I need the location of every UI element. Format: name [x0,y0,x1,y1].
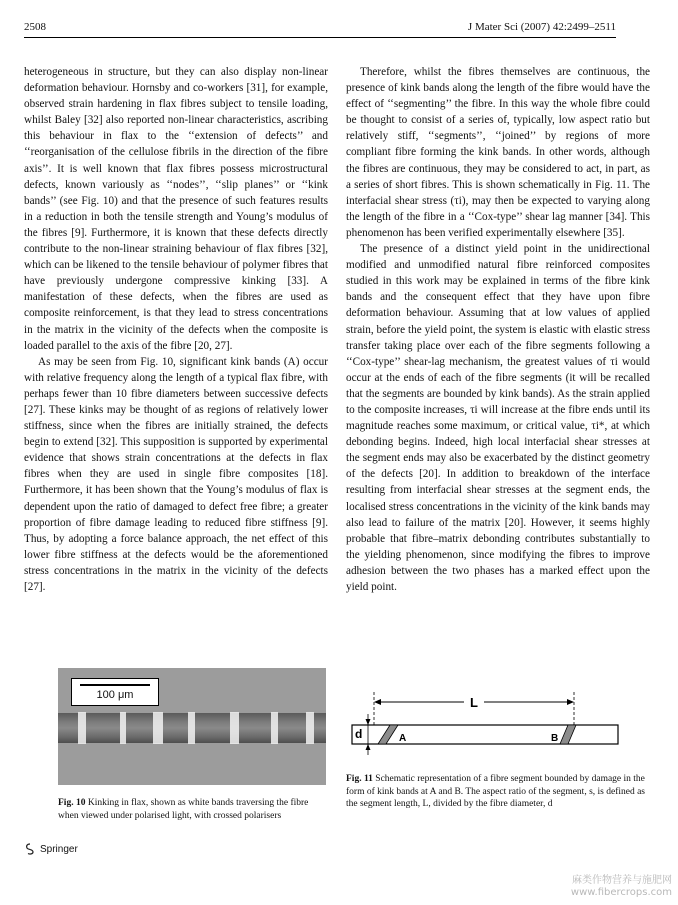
left-column [24,64,328,595]
diameter-arrow-bottom [366,744,371,750]
left-paragraph-2: As may be seen from Fig. 10, significant kink bands (A) occur with relative frequency along the length of a typical flax fibre, with perhaps fewer than 10 fibre diameters between successive defects [27]. These kinks may be thought of as regions of relatively lower stiffness, since when the fibres are initially strained, the defects begin to extend [32]. This supposition is supported by experimental evidence that shows strain concentrations at the defects in flax fibres when they are used in single fibre composites [18]. Furthermore, it has been shown that the Young’s modulus of flax is dependent upon the ratio of damaged to defect free fibre; a greater proportion of fibre damage leading to reduced fibre stiffness [9]. Thus, by adopting a force balance approach, the net effect of this lower fibre stiffness at the defects would be the aforementioned stress concentrations in the matrix in the vicinity of the defects [27]. [24,355,328,593]
arrowhead-left [374,699,381,705]
kink-band [153,712,163,744]
kink-band [230,712,239,744]
kink-band [306,712,314,744]
footer [24,843,78,855]
diameter-arrow-top [366,719,371,725]
header-rule [24,37,616,38]
scale-bar [80,684,150,686]
figure-11-schematic [346,690,650,760]
kink-band [78,712,86,744]
watermark-line-2: www.fibercrops.com [570,887,672,898]
left-paragraph-1: heterogeneous in structure, but they can also display non-linear deformation behaviour. Hornsby and co-workers [31], for example, observed strain hardening in flax fibres subject to tensile loading, whilst Baley [32] also reported non-linear characteristics, ascribing this behaviour in flax to the ‘‘extension of defects’’ and ‘‘reorganisation of the cellulose fibrils in the direction of the fibre axis’’. It is well known that flax fibres possess microstructural defects, known variously as ‘‘nodes’’, ‘‘slip planes’’ or ‘‘kink bands’’ (see Fig. 10) and that the presence of such features results in a reduction in both the tensile strength and Young’s modulus of the fibres [9]. Furthermore, it is known that these defects directly contribute to the non-linear straining behaviour of flax fibres [32], which can be likened to the tensile behaviour of polymer fibres that have previously undergone compressive kinking [33]. A manifestation of these defects, when the fibres are used as composite reinforcement, is that they lead to stress concentrations in the matrix in the vicinity of the defects when the composite is loaded parallel to the axis of the fibre [20, 27]. [24,66,328,352]
kink-band [188,712,195,744]
arrowhead-right [567,699,574,705]
watermark-line-1: 麻类作物营养与施肥网 [572,875,672,886]
label-A: A [399,733,407,744]
label-L: L [470,695,478,710]
right-paragraph-2: The presence of a distinct yield point in the unidirectional modified and unmodified natural fibre reinforced composites studied in this work may be explained in terms of the fibre kink bands and the consequent effect that they have upon fibre deformation behaviour. Assuming that at low values of applied strain, before the yield point, the system is elastic with elastic stress transfer taking place over each of the fibre segments following a ‘‘Cox-type’’ shear-lag mechanism, the greatest values of τi would occur at the ends of each of the fibre segments (it will be recalled that the segments are bounded by kink bands). As the strain applied to the composite increases, τi will increase at the fibre ends until its magnitude reaches some maximum, or critical value, τi*, at which debonding begins. Indeed, high local interfacial shear stresses at the segment ends may also be exacerbated by the distinct geometry of the defects [20]. In addition to breakdown of the interface resulting from interfacial shear stresses at the segment ends, the localised stress concentrations in the vicinity of the kink bands may also lead to failure of the matrix [20]. However, it seems highly probable that fibre–matrix debonding contributes substantially to the yielding phenomenon, since modifying the fibres to improve adhesion between the two phases has a marked effect upon the yield point. [346,243,650,593]
scale-bar-label: 100 μm [96,689,134,701]
kink-band [120,712,126,744]
label-d: d [355,727,363,741]
figure-11-caption [346,773,650,811]
watermark [571,875,672,899]
figure-11-caption-label: Fig. 11 [346,774,373,784]
publisher-name: Springer [40,843,78,855]
label-B: B [551,733,559,744]
kink-band [271,712,278,744]
springer-logo-icon [24,843,36,855]
right-column [346,64,650,595]
figure-11-caption-text: Schematic representation of a fibre segment bounded by damage in the form of kink bands at A and B. The aspect ratio of the segment, s, is defined as the segment length, L, divided by the fibre diameter, d [346,774,646,809]
journal-citation: J Mater Sci (2007) 42:2499–2511 [467,21,616,33]
figure-10-micrograph [58,668,326,785]
figure-10-caption-text: Kinking in flax, shown as white bands traversing the fibre when viewed under polarised light, with crossed polarisers [58,798,309,821]
right-paragraph-1: Therefore, whilst the fibres themselves are continuous, the presence of kink bands along the length of the fibre would have the effect of ‘‘segmenting’’ the fibre. In this way the whole fibre could be thought to consist of a series of, typically, low aspect ratio but relatively stiff, ‘‘segments’’, ‘‘joined’’ by regions of more compliant fibre forming the kink bands. In other words, although the fibres are continuous, they may be considered to act, in part, as a series of short fibres. This is shown schematically in Fig. 11. The interfacial shear stress (τi), may then be expected to varying along the length of the fibre in a ‘‘Cox-type’’ shear lag manner [34]. This phenomenon has been verified experimentally elsewhere [35]. [346,66,650,239]
figure-10-caption [58,797,330,822]
scale-bar-box [71,678,159,706]
page-number: 2508 [24,21,46,33]
figure-10-caption-label: Fig. 10 [58,798,86,808]
